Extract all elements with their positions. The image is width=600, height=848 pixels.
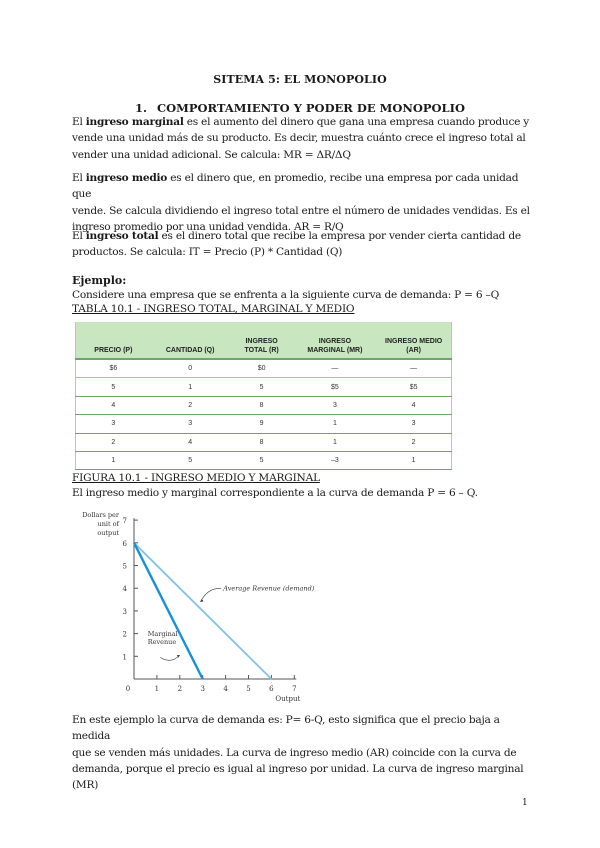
chart-ticks bbox=[123, 517, 297, 693]
cell-cantidad: 3 bbox=[151, 415, 230, 433]
column-header-ingreso-marginal bbox=[294, 322, 377, 359]
cell-ingreso-marginal: –3 bbox=[294, 451, 377, 469]
text-line: es el aumento del dinero que gana una empresa cuando produce y bbox=[183, 116, 530, 128]
average-revenue-arrow bbox=[200, 588, 221, 602]
cell-precio: 3 bbox=[76, 415, 151, 433]
cell-ingreso-medio: $5 bbox=[376, 378, 451, 396]
table-row bbox=[76, 451, 452, 469]
text-line: es el dinero que, en promedio, recibe una empresa por cada unidad que bbox=[72, 172, 519, 201]
table-header-row bbox=[76, 322, 452, 359]
term-ingreso-total: ingreso total bbox=[85, 230, 159, 242]
header-text: MARGINAL (MR) bbox=[307, 347, 363, 354]
cell-ingreso-total: $0 bbox=[230, 359, 294, 378]
header-text: INGRESO bbox=[245, 338, 278, 345]
marginal-revenue-label: Marginal bbox=[147, 629, 178, 638]
text-line: vende una unidad más de su producto. Es decir, muestra cuánto crece el ingreso total al bbox=[72, 132, 526, 145]
paragraph-ingreso-marginal bbox=[72, 114, 532, 163]
page-number: 1 bbox=[522, 798, 528, 808]
table-row bbox=[76, 359, 452, 378]
cell-ingreso-marginal: 3 bbox=[294, 396, 377, 414]
x-tick-label: 3 bbox=[200, 685, 205, 693]
cell-precio: 2 bbox=[76, 433, 151, 451]
x-tick-label: 6 bbox=[269, 685, 274, 693]
cell-cantidad: 1 bbox=[151, 378, 230, 396]
text-line: es el dinero total que recibe la empresa por vender cierta cantidad de bbox=[158, 230, 521, 242]
cell-ingreso-medio: 3 bbox=[376, 415, 451, 433]
header-text: PRECIO (P) bbox=[94, 347, 133, 354]
term-ingreso-medio: ingreso medio bbox=[85, 172, 168, 184]
paragraph-ingreso-total bbox=[72, 228, 532, 261]
cell-precio: 5 bbox=[76, 378, 151, 396]
document-title: SITEMA 5: EL MONOPOLIO bbox=[213, 73, 387, 86]
x-tick-label: 0 bbox=[125, 685, 131, 693]
cell-ingreso-marginal: 1 bbox=[294, 415, 377, 433]
revenue-table bbox=[75, 322, 452, 470]
x-tick-label: 4 bbox=[223, 685, 228, 693]
x-tick-label: 1 bbox=[154, 685, 160, 693]
y-axis-label: Dollars per bbox=[82, 511, 119, 519]
formula-it: productos. Se calcula: IT = Precio (P) * Cantidad (Q) bbox=[72, 246, 343, 259]
cell-ingreso-marginal: $5 bbox=[294, 378, 377, 396]
y-tick-label: 6 bbox=[122, 539, 127, 548]
formula-mr: vender una unidad adicional. Se calcula: MR = ΔR/ΔQ bbox=[72, 148, 351, 161]
cell-ingreso-total: 8 bbox=[230, 396, 294, 414]
figure-description: El ingreso medio y marginal correspondiente a la curva de demanda P = 6 – Q. bbox=[72, 487, 478, 499]
cell-ingreso-total: 9 bbox=[230, 415, 294, 433]
section-title: COMPORTAMIENTO Y PODER DE MONOPOLIO bbox=[156, 101, 466, 115]
chart-series bbox=[134, 543, 271, 679]
cell-cantidad: 4 bbox=[151, 433, 230, 451]
y-tick-label: 1 bbox=[122, 653, 127, 662]
header-text: INGRESO MEDIO bbox=[385, 338, 443, 345]
figure-caption: FIGURA 10.1 - INGRESO MEDIO Y MARGINAL bbox=[72, 472, 320, 484]
header-text: (AR) bbox=[406, 347, 422, 354]
formula-ar: ingreso promedio por una unidad vendida. AR = R/Q bbox=[72, 220, 344, 233]
table-caption: TABLA 10.1 - INGRESO TOTAL, MARGINAL Y MEDIO bbox=[72, 303, 355, 315]
cell-ingreso-total: 8 bbox=[230, 433, 294, 451]
text: El bbox=[72, 116, 86, 128]
column-header-precio bbox=[76, 322, 151, 359]
y-tick-label: 3 bbox=[122, 607, 127, 616]
paragraph-ingreso-medio bbox=[72, 170, 532, 235]
term-ingreso-marginal: ingreso marginal bbox=[85, 116, 184, 128]
x-tick-label: 2 bbox=[177, 685, 183, 693]
cell-ingreso-marginal: — bbox=[294, 359, 377, 378]
text-line: demanda, porque el precio es igual al ingreso por unidad. La curva de ingreso marginal (MR) bbox=[72, 762, 524, 792]
column-header-cantidad bbox=[151, 322, 230, 359]
example-heading: Ejemplo: bbox=[72, 274, 127, 287]
paragraph-conclusion bbox=[72, 712, 532, 793]
cell-ingreso-medio: 2 bbox=[376, 433, 451, 451]
cell-ingreso-medio: 1 bbox=[376, 451, 451, 469]
average-revenue-label: Average Revenue (demand) bbox=[223, 584, 315, 593]
header-text: INGRESO bbox=[318, 338, 352, 345]
y-tick-label: 2 bbox=[122, 630, 127, 639]
y-tick-label: 5 bbox=[122, 562, 127, 571]
section-number: 1. bbox=[134, 101, 147, 115]
cell-ingreso-medio: — bbox=[376, 359, 451, 378]
cell-precio: $6 bbox=[76, 359, 151, 378]
section-heading bbox=[0, 101, 600, 115]
cell-ingreso-marginal: 1 bbox=[294, 433, 377, 451]
marginal-revenue-arrow bbox=[160, 655, 179, 660]
cell-precio: 1 bbox=[76, 451, 151, 469]
text-line: vende. Se calcula dividiendo el ingreso total entre el número de unidades vendidas. Es el bbox=[72, 204, 530, 217]
x-axis-label: Output bbox=[275, 695, 301, 703]
text: El bbox=[72, 230, 86, 242]
average-revenue-line bbox=[134, 543, 271, 679]
table-row bbox=[76, 378, 452, 396]
header-text: TOTAL (R) bbox=[244, 347, 279, 354]
cell-cantidad: 0 bbox=[151, 359, 230, 378]
x-tick-label: 7 bbox=[292, 685, 297, 693]
y-tick-label: 7 bbox=[122, 517, 127, 526]
table-row bbox=[76, 415, 452, 433]
column-header-ingreso-medio bbox=[376, 322, 451, 359]
marginal-revenue-label: Revenue bbox=[147, 637, 177, 646]
cell-ingreso-total: 5 bbox=[230, 451, 294, 469]
chart-axes bbox=[134, 518, 296, 679]
y-axis-label: output bbox=[97, 529, 119, 537]
cell-cantidad: 2 bbox=[151, 396, 230, 414]
marginal-revenue-line bbox=[134, 543, 203, 679]
column-header-ingreso-total bbox=[230, 322, 294, 359]
table-row bbox=[76, 433, 452, 451]
cell-cantidad: 5 bbox=[151, 451, 230, 469]
cell-ingreso-total: 5 bbox=[230, 378, 294, 396]
x-tick-label: 5 bbox=[246, 685, 251, 693]
example-text: Considere una empresa que se enfrenta a la siguiente curva de demanda: P = 6 –Q bbox=[72, 289, 499, 301]
text-line: En este ejemplo la curva de demanda es: P= 6-Q, esto significa que el precio baja a medida bbox=[72, 714, 500, 743]
text-line: que se venden más unidades. La curva de ingreso medio (AR) coincide con la curva de bbox=[72, 746, 517, 759]
table-row bbox=[76, 396, 452, 414]
revenue-chart bbox=[60, 505, 360, 705]
cell-precio: 4 bbox=[76, 396, 151, 414]
cell-ingreso-medio: 4 bbox=[376, 396, 451, 414]
y-axis-label: unit of bbox=[97, 520, 119, 528]
y-tick-label: 4 bbox=[122, 585, 127, 594]
text: El bbox=[72, 172, 86, 184]
header-text: CANTIDAD (Q) bbox=[165, 347, 215, 354]
